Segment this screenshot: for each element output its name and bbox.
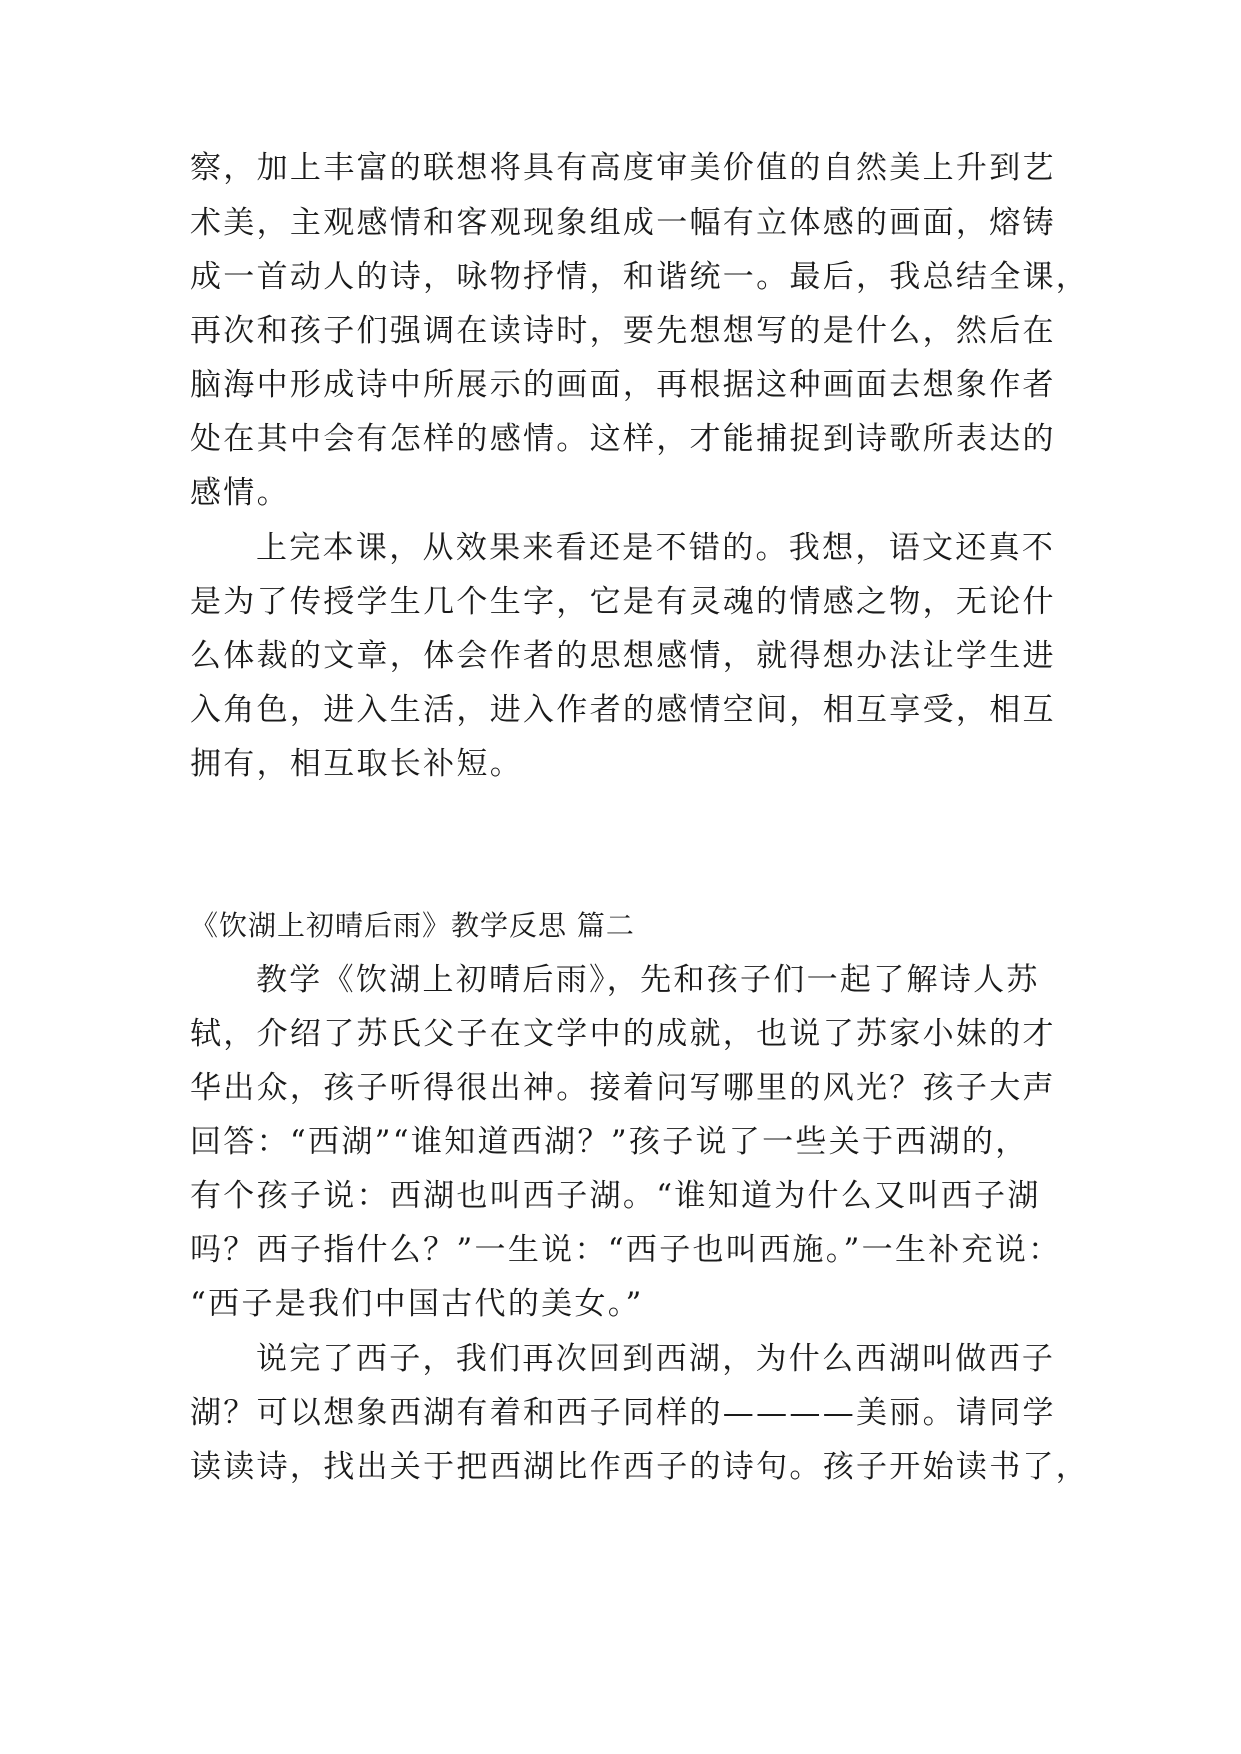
paragraph-line: “西子是我们中国古代的美女。” bbox=[190, 1286, 644, 1322]
paragraph-line: 再次和孩子们强调在读诗时，要先想想写的是什么，然后在 bbox=[190, 313, 1056, 349]
paragraph-line: 上完本课，从效果来看还是不错的。我想，语文还真不 bbox=[256, 530, 1056, 566]
paragraph-line: 拥有，相互取长补短。 bbox=[190, 746, 523, 782]
paragraph-line: 成一首动人的诗，咏物抒情，和谐统一。最后，我总结全课， bbox=[190, 259, 1090, 295]
paragraph-line: 说完了西子，我们再次回到西湖，为什么西湖叫做西子 bbox=[256, 1341, 1056, 1377]
paragraph-line: 么体裁的文章，体会作者的思想感情，就得想办法让学生进 bbox=[190, 638, 1056, 674]
paragraph-line: 湖？可以想象西湖有着和西子同样的————美丽。请同学 bbox=[190, 1395, 1056, 1431]
paragraph-line: 是为了传授学生几个生字，它是有灵魂的情感之物，无论什 bbox=[190, 584, 1056, 620]
paragraph-line: 回答：“西湖”“谁知道西湖？”孩子说了一些关于西湖的， bbox=[190, 1124, 1029, 1160]
paragraph-line: 感情。 bbox=[190, 475, 290, 511]
section-heading: 《饮湖上初晴后雨》教学反思 篇二 bbox=[190, 909, 635, 942]
paragraph-line: 华出众，孩子听得很出神。接着问写哪里的风光？孩子大声 bbox=[190, 1070, 1056, 1106]
paragraph-line: 处在其中会有怎样的感情。这样，才能捕捉到诗歌所表达的 bbox=[190, 421, 1056, 457]
paragraph-line: 读读诗，找出关于把西湖比作西子的诗句。孩子开始读书了， bbox=[190, 1449, 1090, 1485]
paragraph-line: 轼，介绍了苏氏父子在文学中的成就，也说了苏家小妹的才 bbox=[190, 1016, 1056, 1052]
paragraph-line: 入角色，进入生活，进入作者的感情空间，相互享受，相互 bbox=[190, 692, 1056, 728]
paragraph-line: 脑海中形成诗中所展示的画面，再根据这种画面去想象作者 bbox=[190, 367, 1056, 403]
paragraph-line: 察，加上丰富的联想将具有高度审美价值的自然美上升到艺 bbox=[190, 150, 1056, 186]
paragraph-line: 术美，主观感情和客观现象组成一幅有立体感的画面，熔铸 bbox=[190, 205, 1056, 241]
paragraph-line: 教学《饮湖上初晴后雨》，先和孩子们一起了解诗人苏 bbox=[256, 962, 1040, 998]
paragraph-line: 吗？西子指什么？”一生说：“西子也叫西施。”一生补充说： bbox=[190, 1232, 1062, 1268]
paragraph-line: 有个孩子说：西湖也叫西子湖。“谁知道为什么又叫西子湖 bbox=[190, 1178, 1041, 1214]
